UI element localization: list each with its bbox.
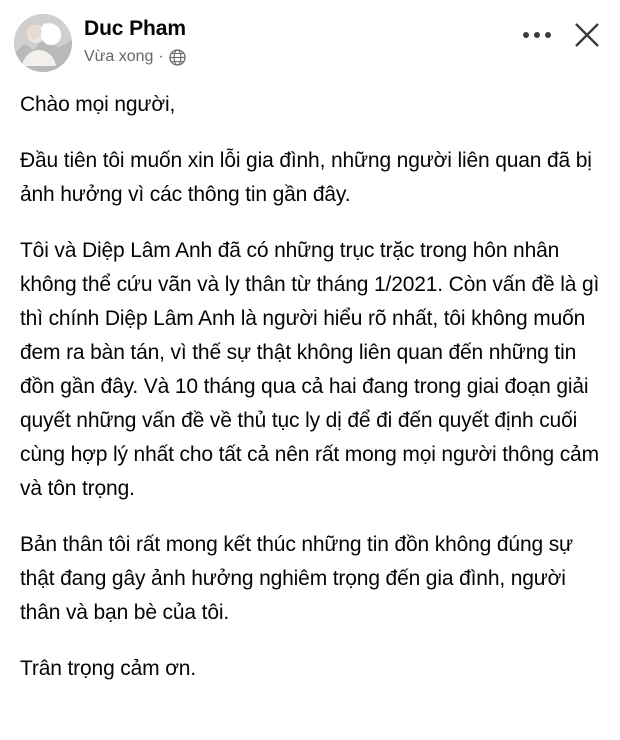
post-body (0, 82, 620, 686)
header-text (84, 10, 520, 67)
close-icon[interactable] (570, 20, 604, 50)
post-paragraph: Đầu tiên tôi muốn xin lỗi gia đình, những người liên quan đã bị ảnh hưởng vì các thông tin gần đây. (20, 149, 592, 206)
dot-3 (545, 32, 551, 38)
post-header (0, 0, 620, 82)
dot-1 (523, 32, 529, 38)
post-timestamp[interactable]: Vừa xong (84, 48, 154, 65)
post-paragraph: Tôi và Diệp Lâm Anh đã có những trục trặc trong hôn nhân không thể cứu vãn và ly thân từ tháng 1/2021. Còn vấn đề là gì thì chính Diệp Lâm Anh là người hiểu rõ nhất, tôi không muốn đem ra bàn tán, vì thế sự thật không liên quan đến những tin đồn gần đây. Và 10 tháng qua cả hai đang trong giai đoạn giải quyết những vấn đề về thủ tục ly dị để đi đến quyết định cuối cùng hợp lý nhất cho tất cả nên rất mong mọi người thông cảm và tôn trọng. (20, 239, 600, 500)
meta-separator: · (158, 48, 164, 65)
post-paragraph: Chào mọi người, (20, 93, 176, 116)
globe-icon[interactable] (169, 49, 186, 66)
header-actions (520, 10, 604, 50)
avatar[interactable] (14, 14, 72, 72)
author-name[interactable]: Duc Pham (84, 17, 186, 40)
more-options-icon[interactable] (520, 20, 554, 50)
post-meta (84, 47, 520, 67)
post-paragraph: Bản thân tôi rất mong kết thúc những tin đồn không đúng sự thật đang gây ảnh hưởng nghiêm trọng đến gia đình, người thân và bạn bè của tôi. (20, 533, 573, 624)
dot-2 (534, 32, 540, 38)
post-paragraph: Trân trọng cảm ơn. (20, 657, 197, 680)
